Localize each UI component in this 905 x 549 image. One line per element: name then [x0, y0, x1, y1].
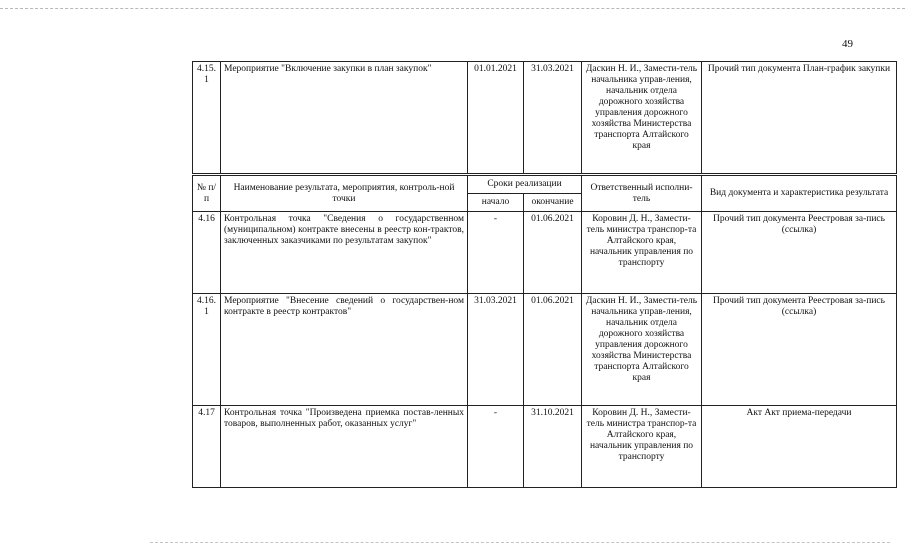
row-number: 4.16: [193, 212, 221, 294]
row-name: Мероприятие "Внесение сведений о государствен-ном контракте в реестр контрактов": [221, 294, 468, 406]
scan-edge-top: [0, 8, 905, 9]
header-terms: Сроки реализации: [468, 176, 582, 194]
row-responsible: Даскин Н. И., Замести-тель начальника управ-ления, начальник отдела дорожного хозяйства управления дорожного хозяйства Министерства транспорта Алтайского края: [582, 294, 702, 406]
table-row: [193, 406, 897, 488]
table-row: [193, 294, 897, 406]
row-start: -: [468, 406, 524, 488]
row-number: 4.15. 1: [193, 62, 221, 174]
table-row: [193, 212, 897, 294]
row-responsible: Даскин Н. И., Замести-тель начальника управ-ления, начальник отдела дорожного хозяйства управления дорожного хозяйства Министерства транспорта Алтайского края: [582, 62, 702, 174]
row-name: Контрольная точка "Сведения о государственном (муниципальном) контракте внесены в реестр кон-трактов, заключенных заказчиками по результатам закупок": [221, 212, 468, 294]
table-header-row: [193, 176, 897, 194]
row-document: Прочий тип документа Реестровая за-пись (ссылка): [702, 294, 897, 406]
page-number: 49: [842, 38, 853, 50]
table-block-top: [192, 61, 897, 174]
header-start: начало: [468, 194, 524, 212]
row-end: 31.03.2021: [524, 62, 582, 174]
row-start: -: [468, 212, 524, 294]
header-name: Наименование результата, мероприятия, контроль-ной точки: [221, 176, 468, 212]
row-responsible: Коровин Д. Н., Замести-тель министра транспор-та Алтайского края, начальник управления по транспорту: [582, 212, 702, 294]
row-end: 31.10.2021: [524, 406, 582, 488]
row-document: Прочий тип документа Реестровая за-пись (ссылка): [702, 212, 897, 294]
row-name: Контрольная точка "Произведена приемка постав-ленных товаров, выполненных работ, оказанных услуг": [221, 406, 468, 488]
header-responsible: Ответственный исполни-тель: [582, 176, 702, 212]
row-responsible: Коровин Д. Н., Замести-тель министра транспор-та Алтайского края, начальник управления по транспорту: [582, 406, 702, 488]
row-start: 01.01.2021: [468, 62, 524, 174]
table-row: [193, 62, 897, 174]
scan-edge-bottom: [150, 542, 890, 543]
header-number: № п/п: [193, 176, 221, 212]
table-block-main: [192, 175, 897, 488]
row-end: 01.06.2021: [524, 212, 582, 294]
row-number: 4.17: [193, 406, 221, 488]
header-document: Вид документа и характеристика результата: [702, 176, 897, 212]
row-document: Акт Акт приема-передачи: [702, 406, 897, 488]
row-number: 4.16. 1: [193, 294, 221, 406]
row-document: Прочий тип документа План-график закупки: [702, 62, 897, 174]
row-start: 31.03.2021: [468, 294, 524, 406]
row-end: 01.06.2021: [524, 294, 582, 406]
header-end: окончание: [524, 194, 582, 212]
row-name: Мероприятие "Включение закупки в план закупок": [221, 62, 468, 174]
